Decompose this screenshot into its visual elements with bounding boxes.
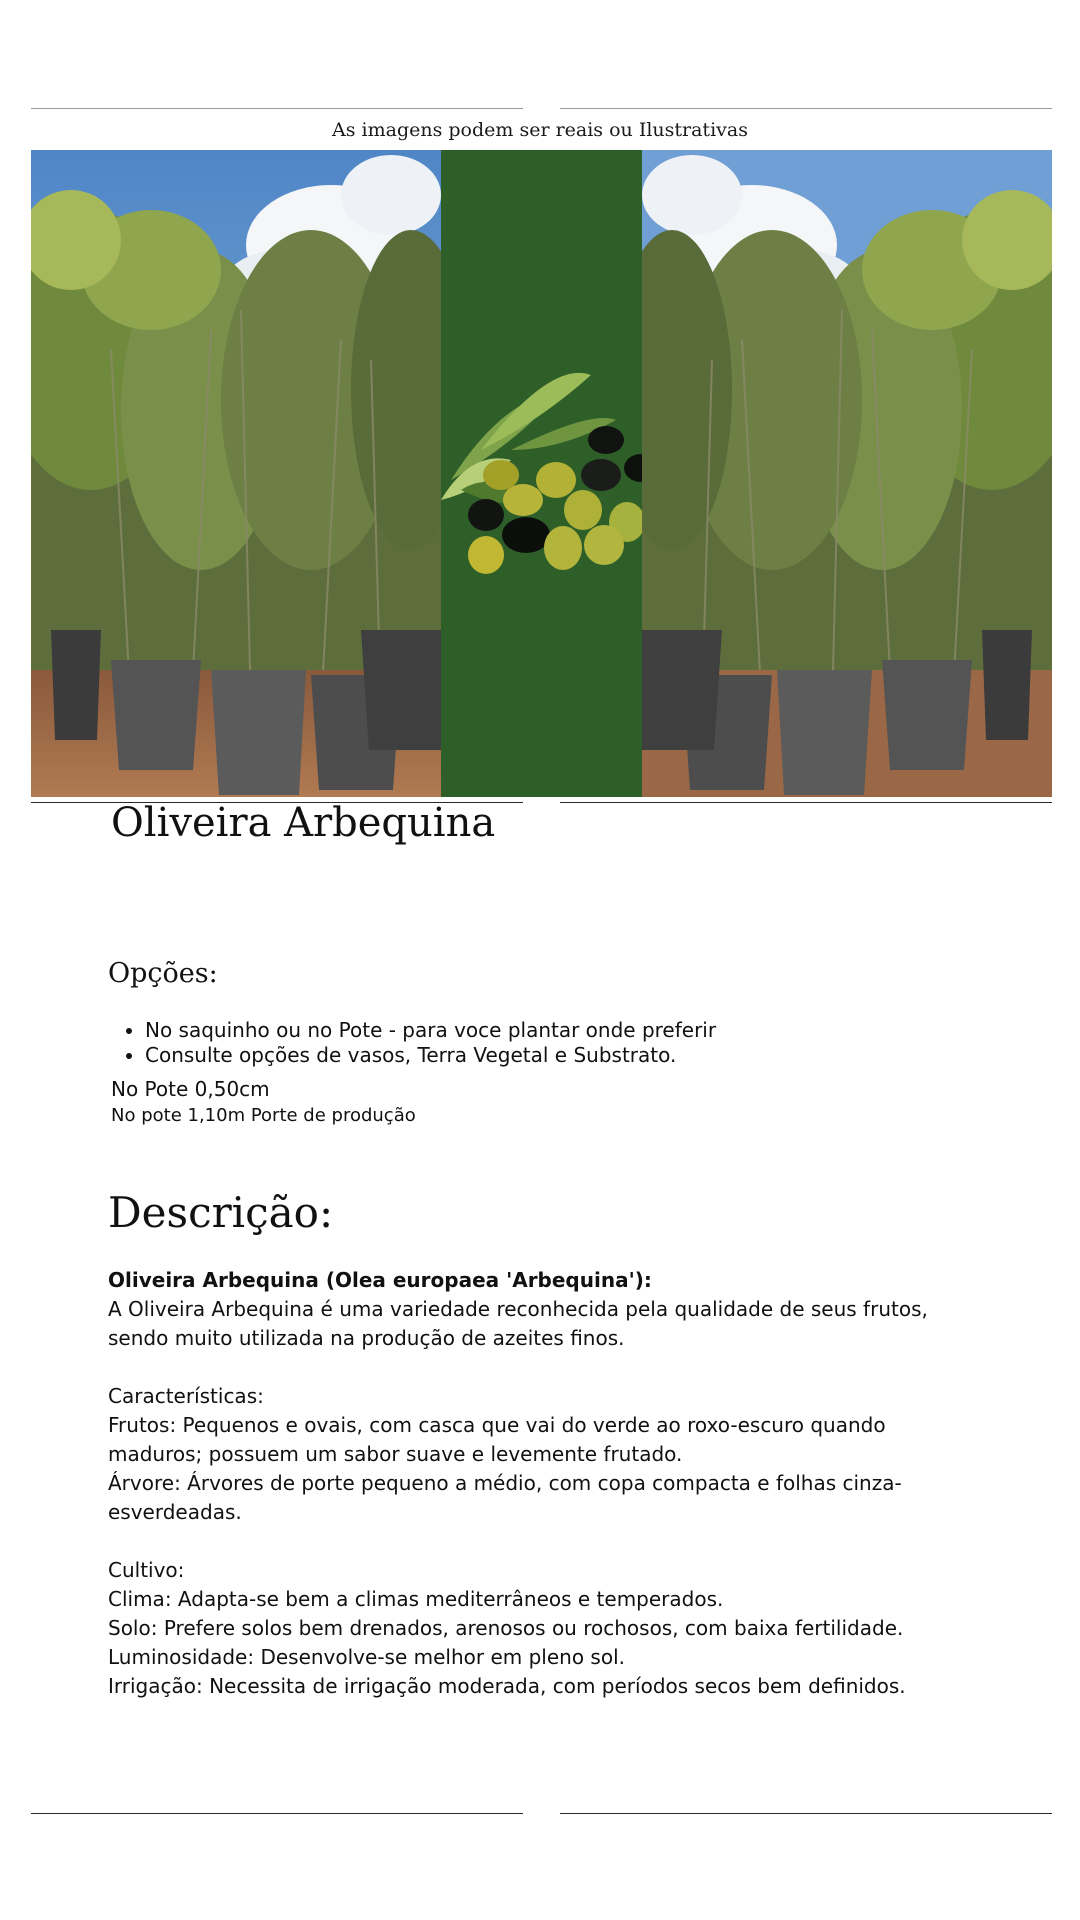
product-banner	[31, 150, 1052, 797]
description-line: Frutos: Pequenos e ovais, com casca que vai do verde ao roxo-escuro quando	[108, 1413, 886, 1437]
top-divider-left	[31, 108, 523, 109]
characteristics-label: Características:	[108, 1384, 264, 1408]
image-disclaimer: As imagens podem ser reais ou Ilustrativas	[332, 119, 748, 141]
description-line: A Oliveira Arbequina é uma variedade reconhecida pela qualidade de seus frutos,	[108, 1297, 928, 1321]
product-title: Oliveira Arbequina	[111, 800, 496, 846]
description-intro-title: Oliveira Arbequina (Olea europaea 'Arbequina'):	[108, 1268, 652, 1292]
options-list	[108, 1018, 716, 1068]
banner-divider-right	[560, 802, 1052, 803]
list-item: • Consulte opções de vasos, Terra Vegetal e Substrato.	[145, 1043, 716, 1068]
green-accent-panel	[441, 150, 642, 797]
olive-branch-illustration	[441, 150, 642, 797]
description-body	[108, 1266, 968, 1701]
description-line: Clima: Adapta-se bem a climas mediterrâneos e temperados.	[108, 1587, 724, 1611]
option-pot-large: No pote 1,10m Porte de produção	[111, 1105, 416, 1126]
cultivation-label: Cultivo:	[108, 1558, 185, 1582]
options-heading: Opções:	[108, 958, 218, 989]
bottom-divider-left	[31, 1813, 523, 1814]
description-line: maduros; possuem um sabor suave e levemente frutado.	[108, 1442, 683, 1466]
description-line: esverdeadas.	[108, 1500, 242, 1524]
list-item: • No saquinho ou no Pote - para voce plantar onde preferir	[145, 1018, 716, 1043]
description-heading: Descrição:	[108, 1188, 334, 1237]
top-divider-right	[560, 108, 1052, 109]
description-line: Luminosidade: Desenvolve-se melhor em pleno sol.	[108, 1645, 625, 1669]
option-pot-small: No Pote 0,50cm	[111, 1077, 270, 1101]
description-line: Árvore: Árvores de porte pequeno a médio, com copa compacta e folhas cinza-	[108, 1471, 902, 1495]
bottom-divider-right	[560, 1813, 1052, 1814]
description-line: Solo: Prefere solos bem drenados, arenosos ou rochosos, com baixa fertilidade.	[108, 1616, 904, 1640]
description-line: Irrigação: Necessita de irrigação moderada, com períodos secos bem definidos.	[108, 1674, 906, 1698]
olive-saplings-photo-right	[642, 150, 1052, 797]
description-line: sendo muito utilizada na produção de azeites finos.	[108, 1326, 625, 1350]
olive-saplings-photo-left	[31, 150, 441, 797]
